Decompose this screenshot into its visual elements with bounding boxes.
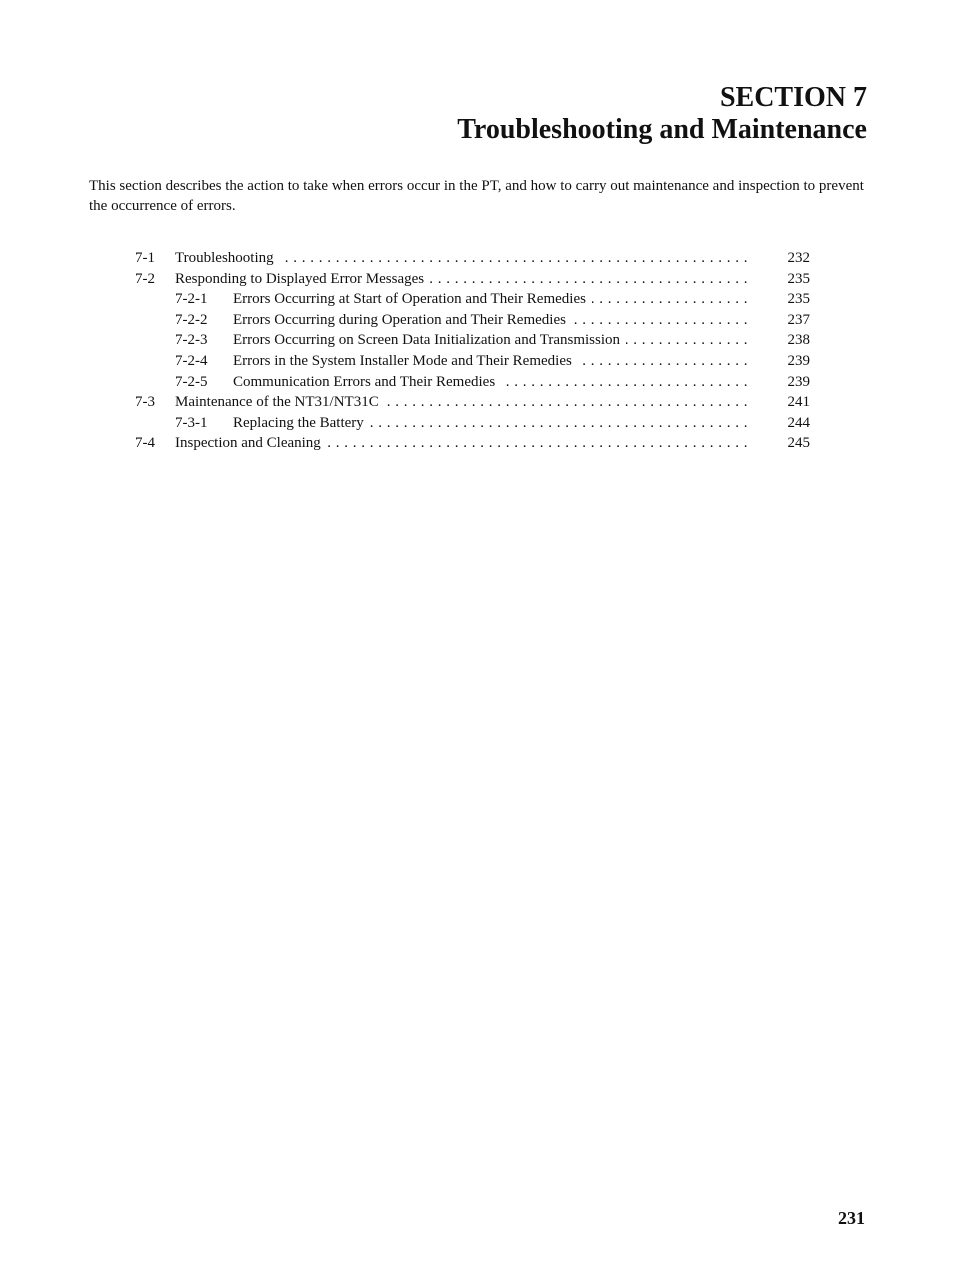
toc-entry-page: 235 bbox=[787, 291, 810, 308]
toc-entry-title: Responding to Displayed Error Messages bbox=[175, 271, 430, 287]
toc-entry[interactable] bbox=[135, 248, 810, 269]
toc-entry-page: 232 bbox=[787, 250, 810, 266]
section-header bbox=[457, 82, 867, 146]
toc-entry-title: Inspection and Cleaning bbox=[175, 435, 327, 451]
toc-entry-title: Maintenance of the NT31/NT31C bbox=[175, 394, 385, 410]
toc-entry-title: Errors Occurring during Operation and Their Remedies bbox=[233, 312, 572, 328]
toc-entry-page: 245 bbox=[787, 435, 810, 452]
toc-entry[interactable] bbox=[135, 289, 810, 310]
toc-entry-number: 7-1 bbox=[135, 250, 155, 266]
toc-entry[interactable] bbox=[135, 351, 810, 372]
section-label: SECTION 7 bbox=[719, 82, 867, 113]
toc-entry-title: Replacing the Battery bbox=[233, 415, 370, 431]
toc-entry-title: Communication Errors and Their Remedies bbox=[233, 374, 501, 390]
toc-entry-number: 7-4 bbox=[135, 435, 155, 452]
toc-entry-page: 241 bbox=[787, 394, 810, 411]
toc-entry-page: 239 bbox=[787, 373, 810, 390]
toc-entry[interactable] bbox=[135, 330, 810, 351]
toc-entry-title-with-leader bbox=[175, 392, 748, 413]
toc-entry-number: 7-3 bbox=[135, 394, 155, 411]
toc-entry-title-with-leader bbox=[233, 351, 748, 372]
toc-entry-title-with-leader bbox=[233, 413, 748, 434]
section-title: Troubleshooting and Maintenance bbox=[457, 114, 867, 145]
toc-entry-number: 7-2-1 bbox=[175, 291, 208, 308]
toc-entry[interactable] bbox=[135, 269, 810, 290]
toc-entry[interactable] bbox=[135, 413, 810, 434]
toc-entry-page: 237 bbox=[787, 311, 810, 328]
toc-entry-title-with-leader bbox=[233, 310, 748, 331]
toc-entry-title-with-leader bbox=[233, 330, 748, 351]
toc-entry-title-with-leader bbox=[233, 289, 748, 310]
toc-entry-page: 235 bbox=[787, 270, 810, 287]
toc-entry-number: 7-2 bbox=[135, 270, 155, 287]
toc-entry-title: Troubleshooting bbox=[175, 250, 280, 266]
toc-entry-title-with-leader bbox=[175, 248, 748, 269]
toc-entry[interactable] bbox=[135, 372, 810, 393]
toc-entry-page: 238 bbox=[787, 332, 810, 349]
toc-entry-number: 7-2-3 bbox=[175, 332, 208, 349]
toc-entry-number: 7-2-2 bbox=[175, 311, 208, 328]
toc-entry-title: Errors in the System Installer Mode and Their Remedies bbox=[233, 353, 578, 369]
page-number: 231 bbox=[838, 1208, 865, 1228]
intro-paragraph: This section describes the action to take when errors occur in the PT, and how to carry out maintenance and inspection to prevent the occurrence of errors. bbox=[89, 178, 864, 214]
toc-entry-title-with-leader bbox=[233, 372, 748, 393]
toc-entry-page: 244 bbox=[787, 414, 810, 431]
table-of-contents bbox=[135, 248, 810, 454]
toc-entry[interactable] bbox=[135, 392, 810, 413]
toc-entry-title: Errors Occurring at Start of Operation and Their Remedies bbox=[233, 291, 592, 307]
toc-entry-page: 239 bbox=[787, 352, 810, 369]
toc-entry-title: Errors Occurring on Screen Data Initialization and Transmission bbox=[233, 332, 626, 348]
toc-entry-number: 7-3-1 bbox=[175, 414, 208, 431]
toc-entry-number: 7-2-4 bbox=[175, 352, 208, 369]
toc-entry-number: 7-2-5 bbox=[175, 373, 208, 390]
toc-entry-title-with-leader bbox=[175, 269, 748, 290]
toc-entry[interactable] bbox=[135, 433, 810, 454]
toc-entry[interactable] bbox=[135, 310, 810, 331]
toc-entry-title-with-leader bbox=[175, 433, 748, 454]
